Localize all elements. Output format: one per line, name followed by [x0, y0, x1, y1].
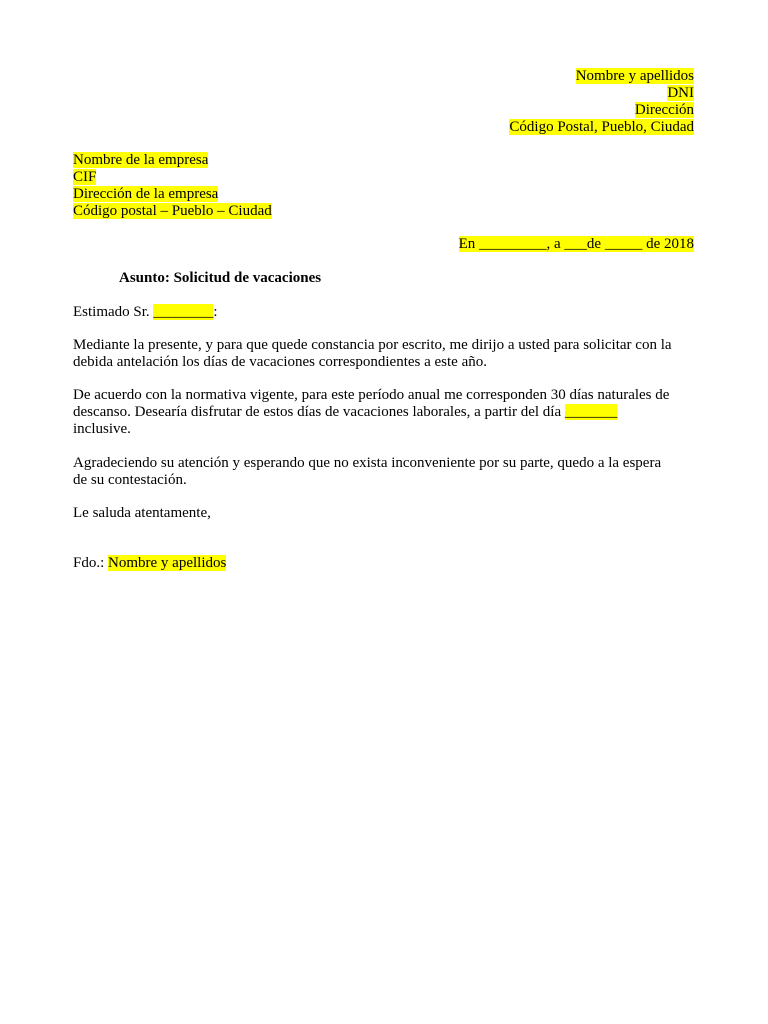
date-line-text: En _________, a ___de _____ de 2018 — [458, 236, 694, 252]
subject-line: Asunto: Solicitud de vacaciones — [119, 270, 322, 286]
paragraph-thanks — [73, 455, 698, 489]
paragraph-line: De acuerdo con la normativa vigente, para este período anual me corresponden 30 días naturales de — [73, 387, 670, 403]
greeting-suffix: : — [213, 304, 218, 320]
start-date-blank: _______ — [564, 404, 618, 420]
date-line — [459, 236, 694, 253]
paragraph-vacation-days — [73, 387, 698, 438]
signature-prefix: Fdo.: — [73, 555, 109, 571]
sender-block — [509, 68, 694, 136]
closing-line — [73, 505, 698, 522]
sender-dni: DNI — [667, 85, 694, 101]
company-name: Nombre de la empresa — [73, 152, 209, 168]
greeting — [73, 304, 698, 321]
sender-name: Nombre y apellidos — [575, 68, 694, 84]
signature-name: Nombre y apellidos — [108, 555, 227, 571]
sender-address: Dirección — [634, 102, 694, 118]
paragraph-line: inclusive. — [73, 421, 131, 437]
company-cif: CIF — [73, 169, 97, 185]
company-address: Dirección de la empresa — [73, 186, 219, 202]
greeting-blank: ________ — [153, 304, 214, 320]
paragraph-line: Mediante la presente, y para que quede constancia por escrito, me dirijo a usted para solicitar con la — [73, 337, 672, 353]
paragraph-line: descanso. Desearía disfrutar de estos días de vacaciones laborales, a partir del día — [73, 404, 565, 420]
paragraph-request — [73, 337, 698, 371]
paragraph-line: Agradeciendo su atención y esperando que no exista inconveniente por su parte, quedo a la espera — [73, 455, 662, 471]
paragraph-line: de su contestación. — [73, 472, 187, 488]
signature-line — [73, 555, 698, 572]
greeting-prefix: Estimado Sr. — [73, 304, 154, 320]
sender-postal: Código Postal, Pueblo, Ciudad — [509, 119, 694, 135]
closing-text: Le saluda atentamente, — [73, 505, 211, 521]
paragraph-line: debida antelación los días de vacaciones correspondientes a este año. — [73, 354, 488, 370]
company-block — [73, 152, 272, 220]
company-postal: Código postal – Pueblo – Ciudad — [73, 203, 272, 219]
